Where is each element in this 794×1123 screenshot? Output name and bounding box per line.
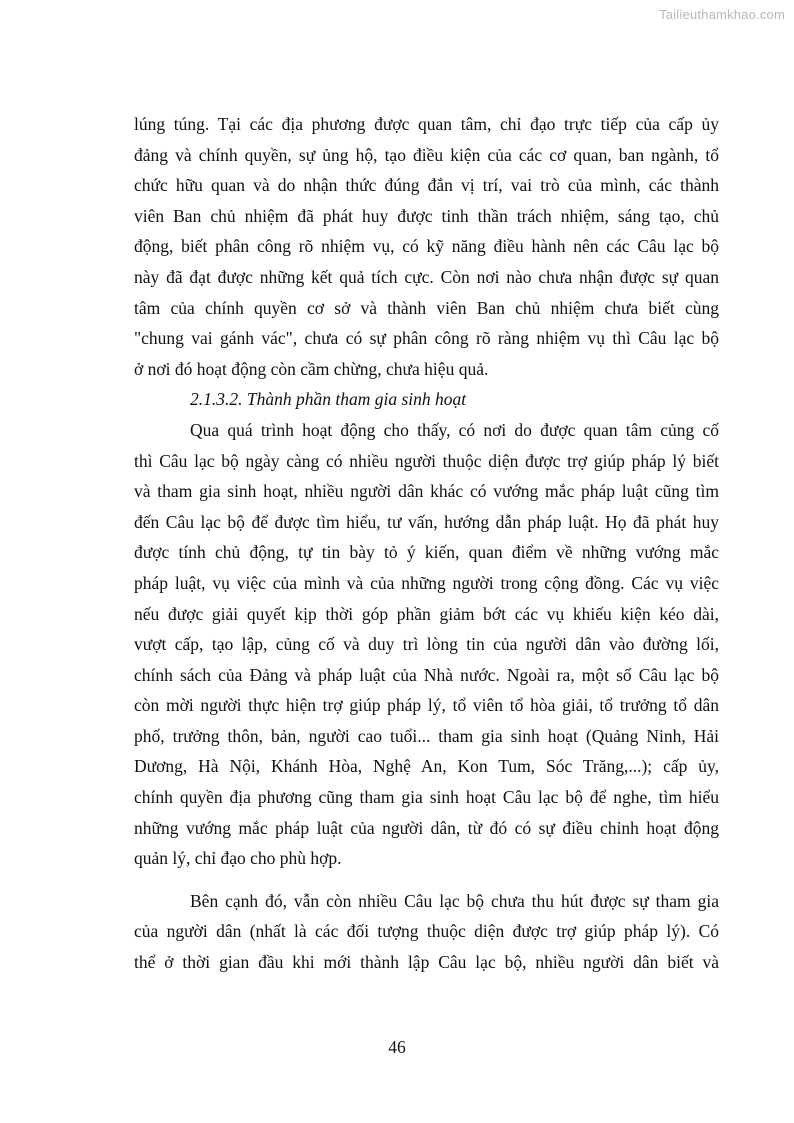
text-line: chính quyền địa phương cũng tham gia sinh hoạt Câu lạc bộ để nghe, tìm hiểu (134, 787, 719, 808)
text-line: thể ở thời gian đầu khi mới thành lập Câu lạc bộ, nhiều người dân biết và (134, 952, 719, 973)
text-line: phố, trưởng thôn, bản, người cao tuổi... tham gia sinh hoạt (Quảng Ninh, Hải (134, 725, 719, 746)
text-line: Bên cạnh đó, vẫn còn nhiều Câu lạc bộ chưa thu hút được sự tham gia (190, 890, 719, 911)
text-line: thì Câu lạc bộ ngày càng có nhiều người thuộc diện được trợ giúp pháp lý biết (134, 450, 719, 471)
text-line: nếu được giải quyết kịp thời góp phần giảm bớt các vụ khiếu kiện kéo dài, (134, 603, 719, 624)
text-line: còn mời người thực hiện trợ giúp pháp lý, tổ viên tổ hòa giải, tổ trưởng tổ dân (134, 695, 719, 716)
text-line: quản lý, chỉ đạo cho phù hợp. (134, 848, 342, 869)
text-line: đảng và chính quyền, sự ủng hộ, tạo điều kiện của các cơ quan, ban ngành, tổ (134, 144, 719, 165)
text-line: chính sách của Đảng và pháp luật của Nhà nước. Ngoài ra, một số Câu lạc bộ (134, 664, 719, 685)
text-line: lúng túng. Tại các địa phương được quan tâm, chỉ đạo trực tiếp của cấp ủy (134, 114, 719, 134)
text-line: của người dân (nhất là các đối tượng thuộc diện được trợ giúp pháp lý). Có (134, 921, 719, 942)
page-number: 46 (388, 1037, 406, 1057)
text-line: vượt cấp, tạo lập, củng cố và duy trì lòng tin của người dân vào đường lối, (134, 634, 719, 655)
text-line: viên Ban chủ nhiệm đã phát huy được tinh thần trách nhiệm, sáng tạo, chủ (134, 205, 719, 226)
text-line: Qua quá trình hoạt động cho thấy, có nơi do được quan tâm củng cố (190, 419, 719, 440)
text-line: động, biết phân công rõ nhiệm vụ, có kỹ năng điều hành nên các Câu lạc bộ (134, 236, 719, 257)
text-line: chức hữu quan và do nhận thức đúng đắn vị trí, vai trò của mình, các thành (134, 175, 719, 196)
paragraph-1 (134, 109, 719, 384)
document-body (134, 109, 719, 978)
text-line: và tham gia sinh hoạt, nhiều người dân khác có vướng mắc pháp luật cũng tìm (134, 481, 719, 502)
text-line: này đã đạt được những kết quả tích cực. Còn nơi nào chưa nhận được sự quan (134, 266, 719, 287)
watermark: Tailieuthamkhao.com (659, 7, 785, 22)
text-line: ở nơi đó hoạt động còn cầm chừng, chưa hiệu quả. (134, 358, 489, 379)
text-line: pháp luật, vụ việc của mình và của những người trong cộng đồng. Các vụ việc (134, 572, 719, 593)
text-line: "chung vai gánh vác", chưa có sự phân công rõ ràng nhiệm vụ thì Câu lạc bộ (134, 328, 719, 349)
text-line: được tính chủ động, tự tin bày tỏ ý kiến, quan điểm về những vướng mắc (134, 542, 719, 563)
text-line: đến Câu lạc bộ để được tìm hiểu, tư vấn, hướng dẫn pháp luật. Họ đã phát huy (134, 511, 719, 532)
text-line: những vướng mắc pháp luật của người dân, từ đó có sự điều chỉnh hoạt động (134, 817, 719, 838)
section-heading: 2.1.3.2. Thành phần tham gia sinh hoạt (190, 389, 467, 410)
text-line: Dương, Hà Nội, Khánh Hòa, Nghệ An, Kon Tum, Sóc Trăng,...); cấp ủy, (134, 756, 719, 777)
text-line: tâm của chính quyền cơ sở và thành viên Ban chủ nhiệm chưa biết cùng (134, 297, 719, 318)
paragraph-3 (134, 886, 719, 978)
paragraph-2 (134, 415, 719, 874)
paragraph-spacer (134, 874, 719, 886)
